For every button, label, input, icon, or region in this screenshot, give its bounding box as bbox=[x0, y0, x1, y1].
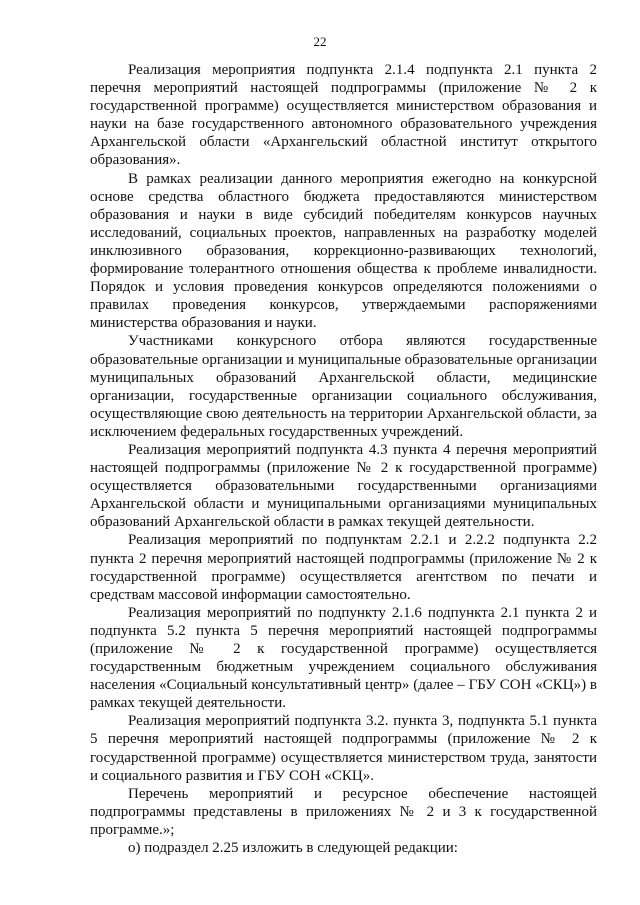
paragraph-9: о) подраздел 2.25 изложить в следующей редакции: bbox=[128, 840, 458, 857]
paragraph-7: Реализация мероприятий подпункта 3.2. пункта 3, подпункта 5.1 пункта 5 перечня мероприятий настоящей подпрограммы (приложение № 2 к государственной программе) осуществляется министерством труда, занятости и социального развития и ГБУ СОН «СКЦ». bbox=[90, 713, 597, 784]
paragraph-8: Перечень мероприятий и ресурсное обеспечение настоящей подпрограммы представлены в приложениях № 2 и 3 к государственной программе.»; bbox=[90, 785, 597, 838]
document-body bbox=[90, 61, 597, 857]
page-number: 22 bbox=[313, 34, 327, 49]
paragraph-3: Участниками конкурсного отбора являются государственные образовательные организации и муниципальные образовательные организации муниципальных образований Архангельской области, медицинские организации, государственные организации социального обслуживания, осуществляющие свою деятельность на территории Архангельской области, за исключением федеральных государственных учреждений. bbox=[90, 333, 598, 440]
paragraph-1: Реализация мероприятия подпункта 2.1.4 подпункта 2.1 пункта 2 перечня мероприятий настоящей подпрограммы (приложение № 2 к государственной программе) осуществляется министерством образования и науки на базе государственного автономного образовательного учреждения Архангельской области «Архангельский областной институт открытого образования». bbox=[90, 62, 597, 169]
paragraph-5: Реализация мероприятий по подпунктам 2.2.1 и 2.2.2 подпункта 2.2 пункта 2 перечня мероприятий настоящей подпрограммы (приложение № 2 к государственной программе) осуществляется агентством по печати и средствам массовой информации самостоятельно. bbox=[90, 532, 597, 603]
paragraph-4: Реализация мероприятий подпункта 4.3 пункта 4 перечня мероприятий настоящей подпрограммы (приложение № 2 к государственной программе) осуществляется образовательными государственными организациями Архангельской области и муниципальными организациями муниципальных образований Архангельской области в рамках текущей деятельности. bbox=[90, 441, 597, 531]
paragraph-2: В рамках реализации данного мероприятия ежегодно на конкурсной основе средства областного бюджета предоставляются министерством образования и науки в виде субсидий победителям конкурсов научных исследований, социальных проектов, направленных на разработку моделей инклюзивного образования, коррекционно-развивающих технологий, формирование толерантного отношения общества к проблеме инвалидности. Порядок и условия проведения конкурсов определяются положениями о правилах проведения конкурсов, утверждаемыми распоряжениями министерства образования и науки. bbox=[90, 170, 597, 332]
paragraph-6: Реализация мероприятий по подпункту 2.1.6 подпункта 2.1 пункта 2 и подпункта 5.2 пункта 5 перечня мероприятий настоящей подпрограммы (приложение № 2 к государственной программе) осуществляется государственным бюджетным учреждением социального обслуживания населения «Социальный консультативный центр» (далее – ГБУ СОН «СКЦ») в рамках текущей деятельности. bbox=[90, 604, 597, 712]
